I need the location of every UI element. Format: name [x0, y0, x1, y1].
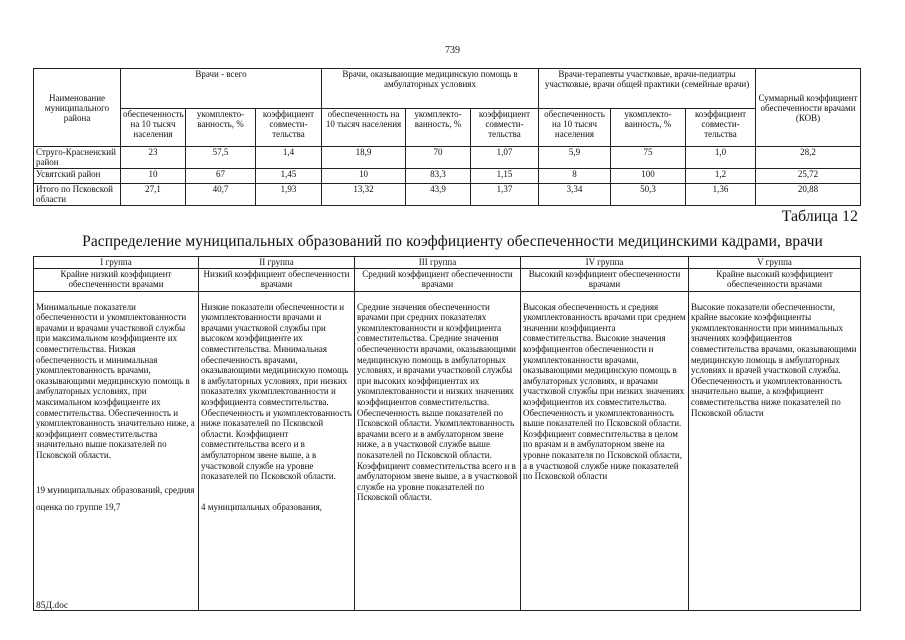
group-1-header: I группа	[34, 257, 199, 269]
cell: 25,72	[756, 169, 861, 184]
cell: 1,45	[256, 169, 322, 184]
cell: 50,3	[611, 184, 686, 206]
group-header-outpatient-doctors: Врачи, оказывающие медицинскую помощь в амбулаторных условиях	[322, 69, 539, 109]
cell: 1,4	[256, 147, 322, 169]
table-row	[34, 147, 861, 169]
group-3-header: III группа	[355, 257, 521, 269]
cell: 1,0	[686, 147, 756, 169]
group-1-level: Крайне низкий коэффициент обеспеченности врачами	[34, 268, 199, 291]
cell: 1,07	[471, 147, 539, 169]
subheader: укомплекто-ванность, %	[611, 109, 686, 147]
file-name-footer: 85Д.doc	[36, 601, 69, 611]
group-1-count: 19 муниципальных образований, средняя оценка по группе 19,7	[36, 484, 195, 512]
cell: 10	[121, 169, 186, 184]
cell: 1,2	[686, 169, 756, 184]
group-5-level: Крайне высокий коэффициент обеспеченности врачами	[689, 268, 861, 291]
cell: 23	[121, 147, 186, 169]
group-3-level: Средний коэффициент обеспеченности врачами	[355, 268, 521, 291]
group-4-level: Высокий коэффициент обеспеченности врачами	[521, 268, 689, 291]
group-3-description	[355, 291, 521, 610]
group-4-text: Высокая обеспеченность и средняя укомплектованность врачами при среднем значении коэффициента совместительства. Высокие значения коэффициентов обеспеченности и укомплектованности врачами, оказывающими медицинскую помощь в амбулаторных условиях, и врачами участковой службы при низких значениях коэффициентов их совместительства. Обеспеченность и укомплектованность выше показателей по Псковской области. Коэффициент совместительства в целом по врачам и в амбулаторном звене на уровне показателя по Псковской области, а в участковой службе ниже показателей по Псковской области	[523, 301, 686, 482]
group-2-level: Низкий коэффициент обеспеченности врачами	[199, 268, 355, 291]
group-5-header: V группа	[689, 257, 861, 269]
group-2-count: 4 муниципальных образования,	[201, 501, 323, 512]
total-header: Суммарный коэффициент обеспеченности врачами (КОВ)	[756, 69, 861, 147]
district-name: Усвятский район	[34, 169, 121, 184]
cell: 27,1	[121, 184, 186, 206]
group-header-all-doctors: Врачи - всего	[121, 69, 322, 109]
district-header: Наименование муниципального района	[34, 69, 121, 147]
subheader: обеспеченность на 10 тысяч населения	[121, 109, 186, 147]
cell: 70	[406, 147, 471, 169]
cell: 20,88	[756, 184, 861, 206]
district-name: Струго-Красненский район	[34, 147, 121, 169]
cell: 100	[611, 169, 686, 184]
group-5-description	[689, 291, 861, 610]
cell: 1,37	[471, 184, 539, 206]
table-row	[34, 169, 861, 184]
cell: 1,36	[686, 184, 756, 206]
cell: 75	[611, 147, 686, 169]
group-5-text: Высокие показатели обеспеченности, крайне высокие коэффициенты укомплектованности при минимальных значениях коэффициентов совместительства врачами, оказывающими медицинскую помощь в амбулаторных условиях и врачей участковой службы. Обеспеченность и укомплектованность значительно выше, а коэффициент совместительства ниже показателей по Псковской области	[691, 301, 857, 418]
cell: 40,7	[186, 184, 256, 206]
cell: 8	[539, 169, 611, 184]
cell: 10	[322, 169, 406, 184]
distribution-table	[33, 256, 861, 611]
cell: 5,9	[539, 147, 611, 169]
cell: 3,34	[539, 184, 611, 206]
cell: 1,93	[256, 184, 322, 206]
subheader: коэффициент совмести-тельства	[686, 109, 756, 147]
group-1-description	[34, 291, 199, 610]
subheader: обеспеченность на 10 тысяч населения	[322, 109, 406, 147]
group-2-description	[199, 291, 355, 610]
subheader: укомплекто-ванность, %	[406, 109, 471, 147]
table-row-total	[34, 184, 861, 206]
cell: 18,9	[322, 147, 406, 169]
cell: 1,15	[471, 169, 539, 184]
subheader: коэффициент совмести-тельства	[256, 109, 322, 147]
group-2-header: II группа	[199, 257, 355, 269]
subheader: укомплекто-ванность, %	[186, 109, 256, 147]
district-name: Итого по Псковской области	[34, 184, 121, 206]
subheader: обеспеченность на 10 тысяч населения	[539, 109, 611, 147]
cell: 13,32	[322, 184, 406, 206]
group-4-header: IV группа	[521, 257, 689, 269]
doctors-indicators-table	[33, 68, 861, 206]
cell: 67	[186, 169, 256, 184]
group-3-text: Средние значения обеспеченности врачами при средних показателях укомплектованности и коэффициента совместительства. Средние значения обеспеченности врачами, оказывающими медицинскую помощь в амбулаторных условиях, и врачами участковой службы при высоких коэффициентах их укомплектованности и низких значениях коэффициентов совместительства. Обеспеченность выше показателей по Псковской области. Укомплектованность врачами всего и в амбулаторном звене ниже, а в участковой службе выше показателей по Псковской области. Коэффициент совместительства всего и в амбулаторном звене выше, а в участковой службе на уровне показателей по Псковской области.	[357, 301, 518, 503]
section-title: Распределение муниципальных образований по коэффициенту обеспеченности медицинскими кадрами, врачи	[82, 233, 823, 250]
group-4-description	[521, 291, 689, 610]
cell: 28,2	[756, 147, 861, 169]
page-number: 739	[445, 45, 460, 56]
group-header-district-doctors: Врачи-терапевты участковые, врачи-педиатры участковые, врачи общей практики (семейные врачи)	[539, 69, 756, 109]
group-1-text: Минимальные показатели обеспеченности и укомплектованности врачами и врачами участковой службы при максимальном коэффициенте их совместительства. Низкая обеспеченность и минимальная укомплектованность врачами, оказывающими медицинскую помощь в амбулаторных условиях, при максимальном коэффициенте их совместительства. Обеспеченность и укомплектованность значительно ниже, а коэффициент совместительства значительно выше показателей по Псковской области.	[36, 301, 195, 460]
cell: 57,5	[186, 147, 256, 169]
group-2-text: Низкие показатели обеспеченности и укомплектованности врачами и врачами участковой службы при высоком коэффициенте их совместительства. Минимальная обеспеченность врачами, оказывающими медицинскую помощь в амбулаторных условиях, при низких показателях укомплектованности и коэффициента совместительства. Обеспеченность и укомплектованность ниже показателей по Псковской области. Коэффициент совместительства всего и в амбулаторном звене выше, а в участковой службе на уровне показателей по Псковской области.	[201, 301, 352, 482]
cell: 43,9	[406, 184, 471, 206]
cell: 83,3	[406, 169, 471, 184]
table-label: Таблица 12	[781, 208, 858, 225]
subheader: коэффициент совмести-тельства	[471, 109, 539, 147]
